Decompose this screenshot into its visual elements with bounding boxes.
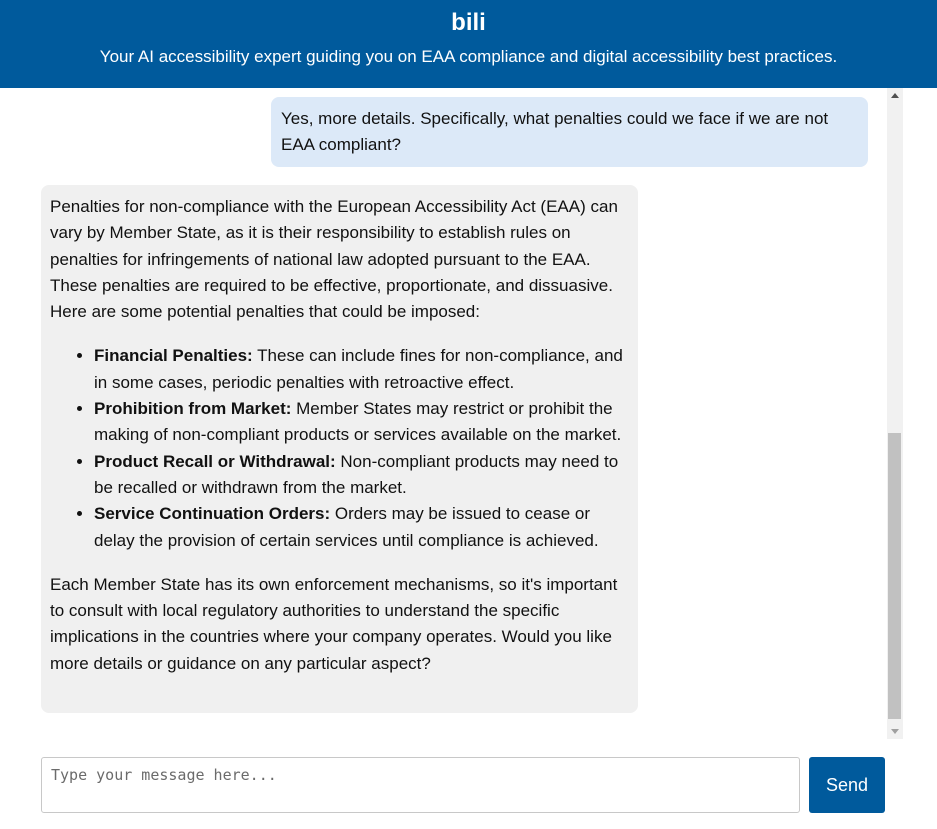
list-item-title: Service Continuation Orders: [94, 504, 331, 524]
user-message [271, 97, 868, 167]
list-item [94, 396, 629, 449]
chat-scrollbar[interactable] [887, 88, 903, 739]
list-item-text: Member States may restrict or prohibit the making of non-compliant products or services available on the market. [94, 399, 622, 445]
scroll-up-arrow-icon[interactable] [891, 93, 899, 98]
chat-log[interactable] [0, 88, 887, 739]
send-button[interactable]: Send [809, 757, 885, 813]
scroll-down-arrow-icon[interactable] [891, 729, 899, 734]
bot-message-outro: Each Member State has its own enforcement mechanisms, so it's important to consult with local regulatory authorities to understand the specific implications in the countries where your company operates. Would you like more details or guidance on any particular aspect? [50, 574, 618, 673]
bot-message-intro: Penalties for non-compliance with the European Accessibility Act (EAA) can vary by Member State, as it is their responsibility to establish rules on penalties for infringements of national law adopted pursuant to the EAA. These penalties are required to be effective, proportionate, and dissuasive. Here are some potential penalties that could be imposed: [50, 197, 618, 322]
bot-message [41, 185, 638, 713]
list-item-title: Financial Penalties: [94, 346, 253, 366]
list-item-text: Orders may be issued to cease or delay the provision of certain services until compliance is achieved. [94, 504, 599, 550]
list-item [94, 501, 629, 554]
app-subtitle: Your AI accessibility expert guiding you on EAA compliance and digital accessibility best practices. [99, 47, 838, 66]
scrollbar-thumb[interactable] [888, 433, 901, 719]
list-item-text: These can include fines for non-compliance, and in some cases, periodic penalties with retroactive effect. [94, 346, 623, 392]
list-item [94, 343, 629, 396]
list-item-text: Non-compliant products may need to be recalled or withdrawn from the market. [94, 451, 619, 497]
list-item-title: Product Recall or Withdrawal: [94, 451, 336, 471]
user-message-text: Yes, more details. Specifically, what penalties could we face if we are not EAA compliant? [281, 109, 829, 154]
list-item-title: Prohibition from Market: [94, 399, 292, 419]
message-input[interactable] [41, 757, 800, 813]
penalty-list [50, 343, 629, 553]
app-header [0, 0, 937, 88]
app-title: bili [451, 9, 486, 36]
list-item [94, 449, 629, 502]
